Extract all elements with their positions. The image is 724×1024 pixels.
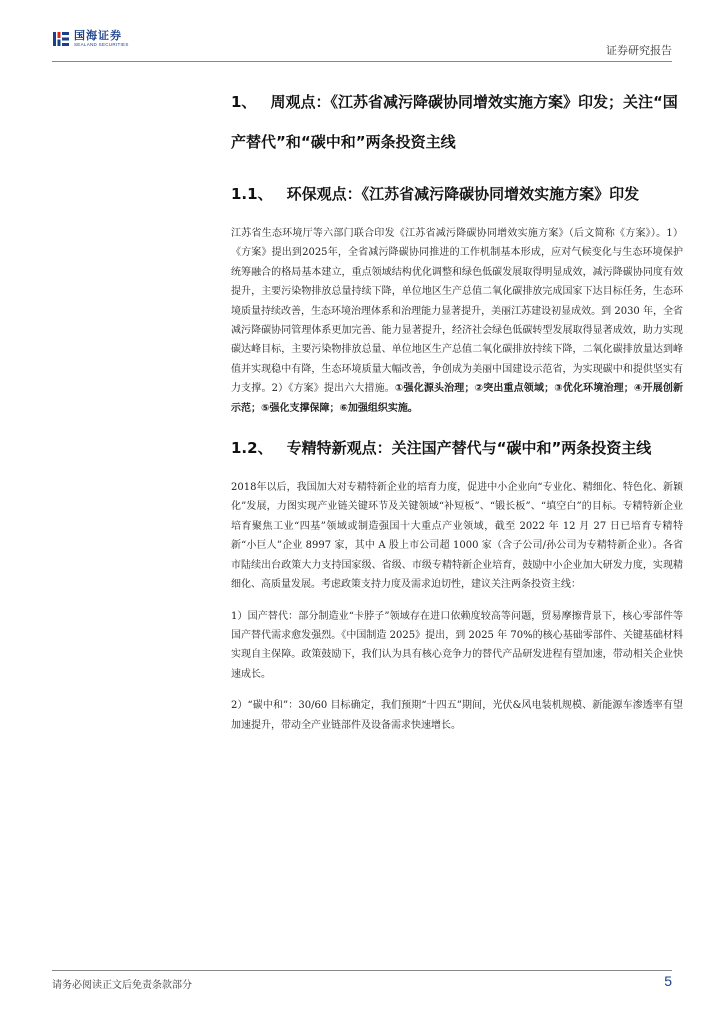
section-1-2-paragraph-1: 2018年以后，我国加大对专精特新企业的培育力度，促进中小企业向“专业化、精细化、特色化、新颖化”发展，力图实现产业链关键环节及关键领域“补短板”、“锻长板”、“填空白”的目标。专精特新企业培育聚焦工业“四基”领域或制造强国十大重点产业领域，截至 2022 年 12 月 27 日已培育专精特新“小巨人”企业 8997 家，其中 A 股上市公司超 1000 家（含子公司/孙公司为专精特新企业）。各省市陆续出台政策大力支持国家级、省级、市级专精特新企业培育，鼓励中小企业加大研发力度，实现精细化、高质量发展。考虑政策支持力度及需求迫切性，建议关注两条投资主线： xyxy=(231,482,683,591)
logo-mark-icon xyxy=(52,30,70,48)
section-1-1-paragraph xyxy=(231,224,683,418)
disclaimer-note: 请务必阅读正文后免责条款部分 xyxy=(52,980,192,991)
section-1-number: 1、 xyxy=(231,93,257,111)
logo-name-en: SEALAND SECURITIES xyxy=(74,42,129,47)
section-1-1-title: 环保观点：《江苏省减污降碳协同增效实施方案》印发 xyxy=(286,185,640,203)
section-1-2-paragraph-3: 2）“碳中和”：30/60 目标确定，我们预期“十四五”期间，光伏&风电装机规模、新能源车渗透率有望加速提升，带动全产业链部件及设备需求快速增长。 xyxy=(231,700,683,731)
section-1-2-number: 1.2、 xyxy=(231,439,273,458)
company-logo xyxy=(52,28,129,50)
section-1-2-heading xyxy=(231,428,683,468)
section-1-2-paragraph-2: 1）国产替代：部分制造业“卡脖子”领域存在进口依赖度较高等问题，贸易摩擦背景下，核心零部件等国产替代需求愈发强烈。《中国制造 2025》提出，到 2025 年 70%的核心基础零部件、关键基础材料实现自主保障。政策鼓励下，我们认为具有核心竞争力的替代产品研发进程有望加速，带动相关企业快速成长。 xyxy=(231,610,683,680)
section-1-1-measures: ①强化源头治理；②突出重点领域；③优化环境治理；④开展创新示范；⑤强化支撑保障；⑥加强组织实施。 xyxy=(231,383,683,414)
page-number: 5 xyxy=(664,973,672,989)
section-1-title: 周观点：《江苏省减污降碳协同增效实施方案》印发；关注“国产替代”和“碳中和”两条投资主线 xyxy=(231,93,678,151)
page-header xyxy=(0,0,724,62)
section-1-heading xyxy=(231,82,683,162)
document-type-label: 证券研究报告 xyxy=(606,44,672,57)
logo-name-cn: 国海证券 xyxy=(74,29,122,42)
section-1-1-heading xyxy=(231,174,683,214)
report-body xyxy=(231,80,683,735)
section-1-1-paragraph-text: 江苏省生态环境厅等六部门联合印发《江苏省减污降碳协同增效实施方案》（后文简称《方案》）。1）《方案》提出到2025年，全省减污降碳协同推进的工作机制基本形成，应对气候变化与生态环境保护统筹融合的格局基本建立，重点领域结构优化调整和绿色低碳发展取得明显成效，减污降碳协同度有效提升，主要污染物排放总量持续下降，单位地区生产总值二氧化碳排放完成国家下达目标任务，生态环境质量持续改善，生态环境治理体系和治理能力显著提升，美丽江苏建设初显成效。到 2030 年，全省减污降碳协同管理体系更加完善、能力显著提升，经济社会绿色低碳转型发展取得显著成效，助力实现碳达峰目标，主要污染物排放总量、单位地区生产总值二氧化碳排放持续下降，二氧化碳排放量达到峰值并实现稳中有降，生态环境质量大幅改善，争创成为美丽中国建设示范省，为实现碳中和提供坚实有力支撑。2）《方案》提出六大措施。 xyxy=(231,228,683,395)
header-divider xyxy=(52,61,672,62)
section-1-2-title: 专精特新观点：关注国产替代与“碳中和”两条投资主线 xyxy=(286,439,652,458)
footer-divider xyxy=(52,970,672,971)
section-1-1-number: 1.1、 xyxy=(231,185,273,203)
